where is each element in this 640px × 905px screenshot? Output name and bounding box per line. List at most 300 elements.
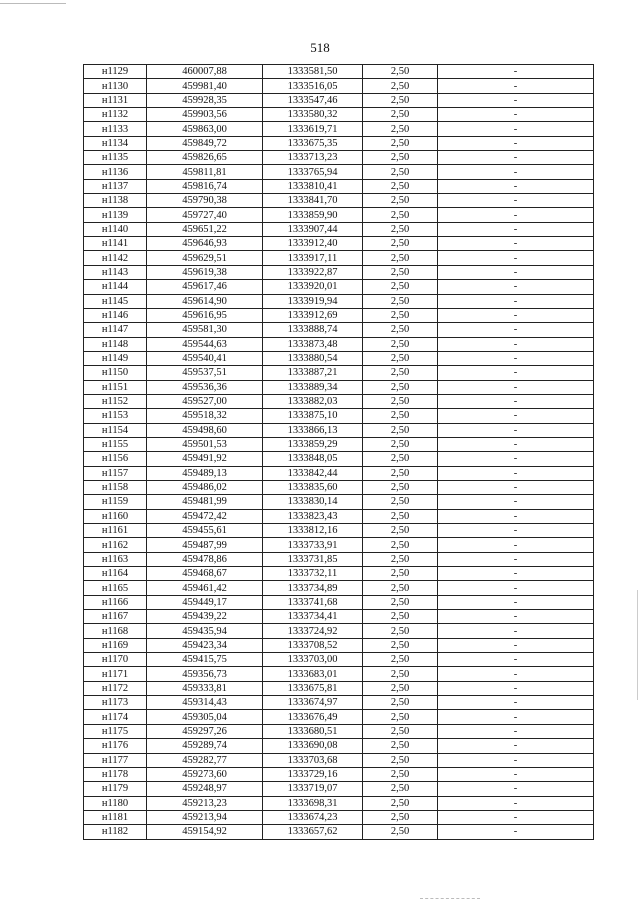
note-cell: - [438, 480, 594, 494]
y-coordinate-cell: 1333922,87 [263, 265, 363, 279]
accuracy-cell: 2,50 [363, 366, 438, 380]
x-coordinate-cell: 459487,99 [147, 538, 263, 552]
scan-bottom-mark [420, 898, 480, 899]
note-cell: - [438, 151, 594, 165]
point-id-cell: н1149 [84, 351, 147, 365]
note-cell: - [438, 222, 594, 236]
table-row [84, 782, 594, 796]
note-cell: - [438, 509, 594, 523]
x-coordinate-cell: 459863,00 [147, 122, 263, 136]
point-id-cell: н1151 [84, 380, 147, 394]
point-id-cell: н1156 [84, 452, 147, 466]
point-id-cell: н1148 [84, 337, 147, 351]
y-coordinate-cell: 1333680,51 [263, 724, 363, 738]
point-id-cell: н1153 [84, 409, 147, 423]
point-id-cell: н1143 [84, 265, 147, 279]
y-coordinate-cell: 1333888,74 [263, 323, 363, 337]
y-coordinate-cell: 1333848,05 [263, 452, 363, 466]
accuracy-cell: 2,50 [363, 380, 438, 394]
accuracy-cell: 2,50 [363, 653, 438, 667]
x-coordinate-cell: 459289,74 [147, 739, 263, 753]
accuracy-cell: 2,50 [363, 610, 438, 624]
point-id-cell: н1131 [84, 93, 147, 107]
note-cell: - [438, 251, 594, 265]
note-cell: - [438, 581, 594, 595]
accuracy-cell: 2,50 [363, 710, 438, 724]
table-row [84, 696, 594, 710]
x-coordinate-cell: 459481,99 [147, 495, 263, 509]
note-cell: - [438, 108, 594, 122]
x-coordinate-cell: 459928,35 [147, 93, 263, 107]
accuracy-cell: 2,50 [363, 825, 438, 839]
table-row [84, 825, 594, 839]
y-coordinate-cell: 1333683,01 [263, 667, 363, 681]
note-cell: - [438, 294, 594, 308]
x-coordinate-cell: 459826,65 [147, 151, 263, 165]
note-cell: - [438, 567, 594, 581]
point-id-cell: н1168 [84, 624, 147, 638]
y-coordinate-cell: 1333731,85 [263, 552, 363, 566]
y-coordinate-cell: 1333675,81 [263, 681, 363, 695]
accuracy-cell: 2,50 [363, 552, 438, 566]
point-id-cell: н1154 [84, 423, 147, 437]
table-row [84, 265, 594, 279]
note-cell: - [438, 65, 594, 79]
x-coordinate-cell: 459472,42 [147, 509, 263, 523]
accuracy-cell: 2,50 [363, 739, 438, 753]
table-row [84, 108, 594, 122]
point-id-cell: н1177 [84, 753, 147, 767]
point-id-cell: н1182 [84, 825, 147, 839]
x-coordinate-cell: 459536,36 [147, 380, 263, 394]
note-cell: - [438, 265, 594, 279]
accuracy-cell: 2,50 [363, 208, 438, 222]
accuracy-cell: 2,50 [363, 581, 438, 595]
y-coordinate-cell: 1333882,03 [263, 394, 363, 408]
accuracy-cell: 2,50 [363, 337, 438, 351]
note-cell: - [438, 165, 594, 179]
y-coordinate-cell: 1333920,01 [263, 280, 363, 294]
x-coordinate-cell: 459423,34 [147, 638, 263, 652]
note-cell: - [438, 681, 594, 695]
x-coordinate-cell: 459305,04 [147, 710, 263, 724]
x-coordinate-cell: 459527,00 [147, 394, 263, 408]
point-id-cell: н1170 [84, 653, 147, 667]
note-cell: - [438, 136, 594, 150]
point-id-cell: н1136 [84, 165, 147, 179]
point-id-cell: н1179 [84, 782, 147, 796]
accuracy-cell: 2,50 [363, 108, 438, 122]
y-coordinate-cell: 1333842,44 [263, 466, 363, 480]
table-row [84, 394, 594, 408]
accuracy-cell: 2,50 [363, 280, 438, 294]
y-coordinate-cell: 1333676,49 [263, 710, 363, 724]
x-coordinate-cell: 459629,51 [147, 251, 263, 265]
accuracy-cell: 2,50 [363, 136, 438, 150]
y-coordinate-cell: 1333698,31 [263, 796, 363, 810]
table-row [84, 194, 594, 208]
point-id-cell: н1160 [84, 509, 147, 523]
note-cell: - [438, 767, 594, 781]
x-coordinate-cell: 459646,93 [147, 237, 263, 251]
y-coordinate-cell: 1333729,16 [263, 767, 363, 781]
x-coordinate-cell: 459537,51 [147, 366, 263, 380]
x-coordinate-cell: 459468,67 [147, 567, 263, 581]
note-cell: - [438, 437, 594, 451]
note-cell: - [438, 538, 594, 552]
x-coordinate-cell: 459333,81 [147, 681, 263, 695]
y-coordinate-cell: 1333741,68 [263, 595, 363, 609]
x-coordinate-cell: 459903,56 [147, 108, 263, 122]
accuracy-cell: 2,50 [363, 222, 438, 236]
table-row [84, 610, 594, 624]
point-id-cell: н1134 [84, 136, 147, 150]
point-id-cell: н1137 [84, 179, 147, 193]
y-coordinate-cell: 1333917,11 [263, 251, 363, 265]
note-cell: - [438, 194, 594, 208]
accuracy-cell: 2,50 [363, 724, 438, 738]
point-id-cell: н1171 [84, 667, 147, 681]
x-coordinate-cell: 459478,86 [147, 552, 263, 566]
y-coordinate-cell: 1333619,71 [263, 122, 363, 136]
note-cell: - [438, 610, 594, 624]
table-row [84, 638, 594, 652]
point-id-cell: н1129 [84, 65, 147, 79]
y-coordinate-cell: 1333765,94 [263, 165, 363, 179]
point-id-cell: н1130 [84, 79, 147, 93]
point-id-cell: н1172 [84, 681, 147, 695]
y-coordinate-cell: 1333581,50 [263, 65, 363, 79]
accuracy-cell: 2,50 [363, 237, 438, 251]
note-cell: - [438, 810, 594, 824]
note-cell: - [438, 122, 594, 136]
y-coordinate-cell: 1333812,16 [263, 524, 363, 538]
point-id-cell: н1133 [84, 122, 147, 136]
point-id-cell: н1147 [84, 323, 147, 337]
note-cell: - [438, 552, 594, 566]
x-coordinate-cell: 459154,92 [147, 825, 263, 839]
table-row [84, 122, 594, 136]
note-cell: - [438, 366, 594, 380]
scan-edge-mark [637, 590, 638, 700]
y-coordinate-cell: 1333873,48 [263, 337, 363, 351]
note-cell: - [438, 93, 594, 107]
note-cell: - [438, 825, 594, 839]
table-row [84, 767, 594, 781]
accuracy-cell: 2,50 [363, 93, 438, 107]
y-coordinate-cell: 1333912,40 [263, 237, 363, 251]
note-cell: - [438, 394, 594, 408]
y-coordinate-cell: 1333907,44 [263, 222, 363, 236]
accuracy-cell: 2,50 [363, 495, 438, 509]
point-id-cell: н1155 [84, 437, 147, 451]
accuracy-cell: 2,50 [363, 452, 438, 466]
table-row [84, 466, 594, 480]
accuracy-cell: 2,50 [363, 524, 438, 538]
note-cell: - [438, 380, 594, 394]
y-coordinate-cell: 1333866,13 [263, 423, 363, 437]
y-coordinate-cell: 1333859,29 [263, 437, 363, 451]
point-id-cell: н1164 [84, 567, 147, 581]
y-coordinate-cell: 1333734,89 [263, 581, 363, 595]
point-id-cell: н1159 [84, 495, 147, 509]
accuracy-cell: 2,50 [363, 323, 438, 337]
note-cell: - [438, 667, 594, 681]
note-cell: - [438, 653, 594, 667]
x-coordinate-cell: 459486,02 [147, 480, 263, 494]
y-coordinate-cell: 1333880,54 [263, 351, 363, 365]
table-row [84, 222, 594, 236]
accuracy-cell: 2,50 [363, 567, 438, 581]
note-cell: - [438, 423, 594, 437]
table-row [84, 710, 594, 724]
accuracy-cell: 2,50 [363, 351, 438, 365]
y-coordinate-cell: 1333830,14 [263, 495, 363, 509]
note-cell: - [438, 337, 594, 351]
note-cell: - [438, 710, 594, 724]
x-coordinate-cell: 459501,53 [147, 437, 263, 451]
y-coordinate-cell: 1333713,23 [263, 151, 363, 165]
note-cell: - [438, 495, 594, 509]
accuracy-cell: 2,50 [363, 151, 438, 165]
accuracy-cell: 2,50 [363, 509, 438, 523]
point-id-cell: н1142 [84, 251, 147, 265]
table-row [84, 323, 594, 337]
point-id-cell: н1141 [84, 237, 147, 251]
note-cell: - [438, 323, 594, 337]
y-coordinate-cell: 1333674,97 [263, 696, 363, 710]
note-cell: - [438, 280, 594, 294]
point-id-cell: н1166 [84, 595, 147, 609]
point-id-cell: н1169 [84, 638, 147, 652]
table-row [84, 524, 594, 538]
x-coordinate-cell: 459461,42 [147, 581, 263, 595]
accuracy-cell: 2,50 [363, 638, 438, 652]
note-cell: - [438, 524, 594, 538]
x-coordinate-cell: 459439,22 [147, 610, 263, 624]
table-row [84, 495, 594, 509]
y-coordinate-cell: 1333912,69 [263, 308, 363, 322]
accuracy-cell: 2,50 [363, 538, 438, 552]
x-coordinate-cell: 459617,46 [147, 280, 263, 294]
x-coordinate-cell: 459811,81 [147, 165, 263, 179]
point-id-cell: н1152 [84, 394, 147, 408]
accuracy-cell: 2,50 [363, 251, 438, 265]
x-coordinate-cell: 459356,73 [147, 667, 263, 681]
y-coordinate-cell: 1333547,46 [263, 93, 363, 107]
accuracy-cell: 2,50 [363, 194, 438, 208]
scan-corner-line [0, 3, 66, 4]
accuracy-cell: 2,50 [363, 782, 438, 796]
table-row [84, 796, 594, 810]
x-coordinate-cell: 459614,90 [147, 294, 263, 308]
point-id-cell: н1145 [84, 294, 147, 308]
x-coordinate-cell: 459314,43 [147, 696, 263, 710]
y-coordinate-cell: 1333719,07 [263, 782, 363, 796]
accuracy-cell: 2,50 [363, 595, 438, 609]
x-coordinate-cell: 459248,97 [147, 782, 263, 796]
note-cell: - [438, 696, 594, 710]
note-cell: - [438, 179, 594, 193]
accuracy-cell: 2,50 [363, 796, 438, 810]
y-coordinate-cell: 1333516,05 [263, 79, 363, 93]
point-id-cell: н1157 [84, 466, 147, 480]
x-coordinate-cell: 459455,61 [147, 524, 263, 538]
x-coordinate-cell: 459213,94 [147, 810, 263, 824]
note-cell: - [438, 624, 594, 638]
point-id-cell: н1161 [84, 524, 147, 538]
table-row [84, 280, 594, 294]
table-row [84, 581, 594, 595]
x-coordinate-cell: 459449,17 [147, 595, 263, 609]
note-cell: - [438, 638, 594, 652]
accuracy-cell: 2,50 [363, 681, 438, 695]
accuracy-cell: 2,50 [363, 696, 438, 710]
table-row [84, 810, 594, 824]
y-coordinate-cell: 1333690,08 [263, 739, 363, 753]
point-id-cell: н1174 [84, 710, 147, 724]
y-coordinate-cell: 1333657,62 [263, 825, 363, 839]
coordinates-table-body [84, 65, 594, 840]
table-row [84, 595, 594, 609]
accuracy-cell: 2,50 [363, 624, 438, 638]
accuracy-cell: 2,50 [363, 394, 438, 408]
x-coordinate-cell: 459727,40 [147, 208, 263, 222]
y-coordinate-cell: 1333675,35 [263, 136, 363, 150]
table-row [84, 179, 594, 193]
x-coordinate-cell: 459489,13 [147, 466, 263, 480]
table-row [84, 151, 594, 165]
y-coordinate-cell: 1333703,68 [263, 753, 363, 767]
accuracy-cell: 2,50 [363, 165, 438, 179]
y-coordinate-cell: 1333823,43 [263, 509, 363, 523]
note-cell: - [438, 208, 594, 222]
point-id-cell: н1173 [84, 696, 147, 710]
table-row [84, 294, 594, 308]
accuracy-cell: 2,50 [363, 179, 438, 193]
y-coordinate-cell: 1333887,21 [263, 366, 363, 380]
point-id-cell: н1167 [84, 610, 147, 624]
x-coordinate-cell: 459540,41 [147, 351, 263, 365]
note-cell: - [438, 452, 594, 466]
accuracy-cell: 2,50 [363, 480, 438, 494]
y-coordinate-cell: 1333841,70 [263, 194, 363, 208]
coordinates-table [83, 64, 594, 840]
table-row [84, 251, 594, 265]
point-id-cell: н1178 [84, 767, 147, 781]
table-row [84, 624, 594, 638]
point-id-cell: н1146 [84, 308, 147, 322]
y-coordinate-cell: 1333810,41 [263, 179, 363, 193]
note-cell: - [438, 308, 594, 322]
x-coordinate-cell: 459849,72 [147, 136, 263, 150]
accuracy-cell: 2,50 [363, 65, 438, 79]
table-row [84, 739, 594, 753]
point-id-cell: н1150 [84, 366, 147, 380]
y-coordinate-cell: 1333859,90 [263, 208, 363, 222]
y-coordinate-cell: 1333734,41 [263, 610, 363, 624]
accuracy-cell: 2,50 [363, 466, 438, 480]
y-coordinate-cell: 1333835,60 [263, 480, 363, 494]
table-row [84, 366, 594, 380]
x-coordinate-cell: 459544,63 [147, 337, 263, 351]
accuracy-cell: 2,50 [363, 409, 438, 423]
x-coordinate-cell: 459282,77 [147, 753, 263, 767]
table-row [84, 552, 594, 566]
x-coordinate-cell: 459581,30 [147, 323, 263, 337]
accuracy-cell: 2,50 [363, 753, 438, 767]
y-coordinate-cell: 1333674,23 [263, 810, 363, 824]
x-coordinate-cell: 459213,23 [147, 796, 263, 810]
point-id-cell: н1144 [84, 280, 147, 294]
y-coordinate-cell: 1333875,10 [263, 409, 363, 423]
x-coordinate-cell: 459415,75 [147, 653, 263, 667]
note-cell: - [438, 753, 594, 767]
y-coordinate-cell: 1333889,34 [263, 380, 363, 394]
point-id-cell: н1181 [84, 810, 147, 824]
table-row [84, 437, 594, 451]
accuracy-cell: 2,50 [363, 437, 438, 451]
point-id-cell: н1132 [84, 108, 147, 122]
table-row [84, 538, 594, 552]
x-coordinate-cell: 459273,60 [147, 767, 263, 781]
x-coordinate-cell: 459619,38 [147, 265, 263, 279]
note-cell: - [438, 595, 594, 609]
y-coordinate-cell: 1333708,52 [263, 638, 363, 652]
table-row [84, 480, 594, 494]
point-id-cell: н1138 [84, 194, 147, 208]
table-row [84, 136, 594, 150]
table-row [84, 65, 594, 79]
y-coordinate-cell: 1333703,00 [263, 653, 363, 667]
table-row [84, 452, 594, 466]
accuracy-cell: 2,50 [363, 767, 438, 781]
point-id-cell: н1180 [84, 796, 147, 810]
point-id-cell: н1135 [84, 151, 147, 165]
point-id-cell: н1140 [84, 222, 147, 236]
note-cell: - [438, 739, 594, 753]
table-row [84, 165, 594, 179]
point-id-cell: н1162 [84, 538, 147, 552]
accuracy-cell: 2,50 [363, 423, 438, 437]
x-coordinate-cell: 459651,22 [147, 222, 263, 236]
table-row [84, 509, 594, 523]
table-row [84, 653, 594, 667]
note-cell: - [438, 466, 594, 480]
x-coordinate-cell: 459616,95 [147, 308, 263, 322]
accuracy-cell: 2,50 [363, 308, 438, 322]
point-id-cell: н1175 [84, 724, 147, 738]
y-coordinate-cell: 1333580,32 [263, 108, 363, 122]
table-row [84, 93, 594, 107]
x-coordinate-cell: 459790,38 [147, 194, 263, 208]
accuracy-cell: 2,50 [363, 122, 438, 136]
point-id-cell: н1139 [84, 208, 147, 222]
point-id-cell: н1163 [84, 552, 147, 566]
table-row [84, 208, 594, 222]
x-coordinate-cell: 460007,88 [147, 65, 263, 79]
note-cell: - [438, 79, 594, 93]
table-row [84, 753, 594, 767]
point-id-cell: н1165 [84, 581, 147, 595]
note-cell: - [438, 409, 594, 423]
table-row [84, 237, 594, 251]
note-cell: - [438, 796, 594, 810]
y-coordinate-cell: 1333919,94 [263, 294, 363, 308]
x-coordinate-cell: 459981,40 [147, 79, 263, 93]
table-row [84, 423, 594, 437]
table-row [84, 337, 594, 351]
